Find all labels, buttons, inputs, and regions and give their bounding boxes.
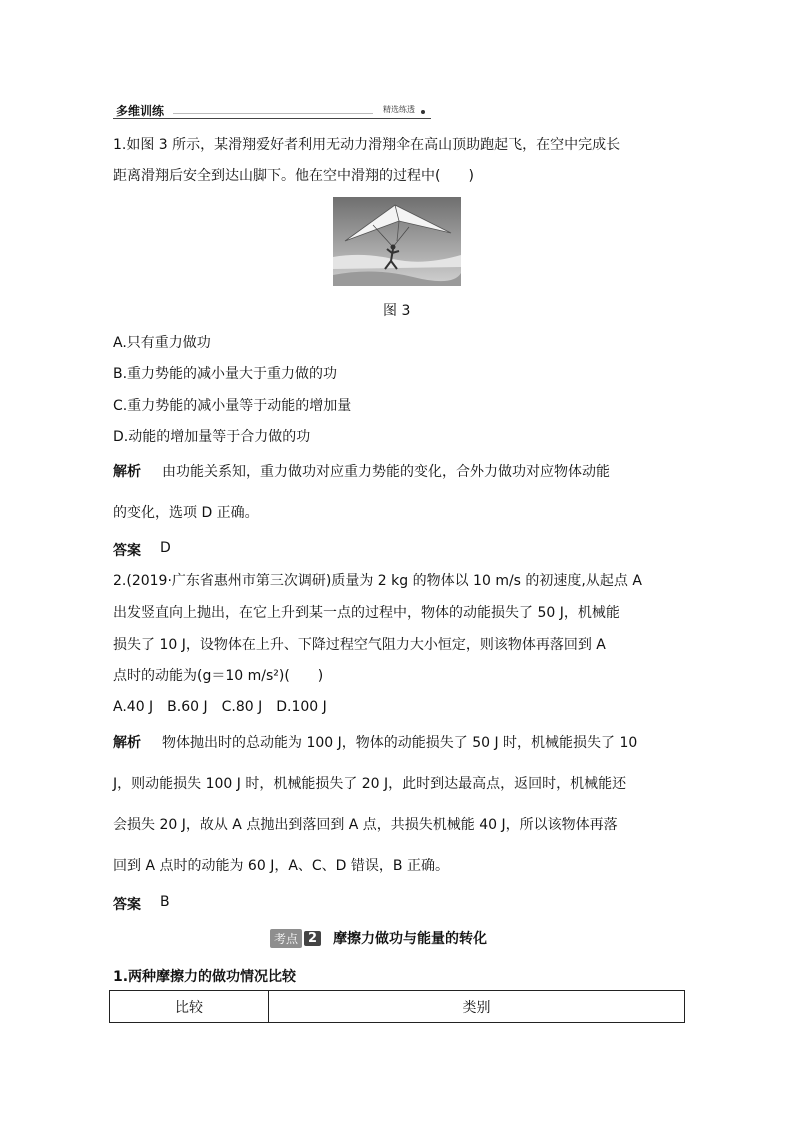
q2-analysis-line-1: 物体抛出时的总动能为 100 J，物体的动能损失了 50 J 时，机械能损失了 10 [162, 735, 638, 751]
q1-analysis-line-2: 的变化，选项 D 正确。 [113, 505, 259, 521]
q2-answer-label: 答案 [113, 897, 141, 913]
q1-option-d: D.动能的增加量等于合力做的功 [113, 429, 311, 445]
q2-line-1: 2.(2019·广东省惠州市第三次调研)质量为 2 kg 的物体以 10 m/s 的初速度,从起点 A [113, 573, 642, 589]
q1-line-2: 距离滑翔后安全到达山脚下。他在空中滑翔的过程中( ) [113, 168, 474, 184]
q1-option-a: A.只有重力做功 [113, 335, 211, 351]
q1-line-1: 1.如图 3 所示，某滑翔爱好者利用无动力滑翔伞在高山顶助跑起飞，在空中完成长 [113, 137, 621, 153]
q2-line-3: 损失了 10 J，设物体在上升、下降过程空气阻力大小恒定，则该物体再落回到 A [113, 637, 606, 653]
q1-answer-label: 答案 [113, 543, 141, 559]
q1-answer: D [160, 540, 171, 556]
header-dot [421, 110, 425, 114]
kaodian-number: 2 [304, 931, 321, 946]
section-title: 多维训练 [116, 104, 165, 118]
q1-option-c: C.重力势能的减小量等于动能的增加量 [113, 398, 352, 414]
comparison-table [109, 990, 685, 1023]
q1-analysis-line-1: 由功能关系知，重力做功对应重力势能的变化，合外力做功对应物体动能 [162, 464, 610, 480]
q1-analysis-label: 解析 [113, 464, 141, 480]
header-rule [113, 118, 431, 119]
header-decor-line [173, 113, 373, 114]
q2-analysis-line-2: J，则动能损失 100 J 时，机械能损失了 20 J，此时到达最高点，返回时，机械能还 [113, 776, 627, 792]
q2-analysis-line-4: 回到 A 点时的动能为 60 J，A、C、D 错误，B 正确。 [113, 858, 449, 874]
sub-heading: 1.两种摩擦力的做功情况比较 [113, 969, 297, 985]
section-subtitle: 精选练透 [383, 105, 415, 114]
q2-line-2: 出发竖直向上抛出，在它上升到某一点的过程中，物体的动能损失了 50 J，机械能 [113, 605, 620, 621]
q2-answer: B [160, 894, 170, 910]
kaodian-badge: 考点 [270, 929, 302, 948]
q2-options: A.40 J B.60 J C.80 J D.100 J [113, 699, 327, 715]
q2-analysis-label: 解析 [113, 735, 141, 751]
table-header-row [110, 991, 685, 1023]
table-header-category: 类别 [269, 991, 685, 1023]
q2-analysis-line-3: 会损失 20 J，故从 A 点抛出到落回到 A 点，共损失机械能 40 J，所以该物体再落 [113, 817, 618, 833]
section-header [113, 101, 443, 119]
figure-caption: 图 3 [383, 303, 411, 319]
q2-line-4: 点时的动能为(g＝10 m/s²)( ) [113, 668, 324, 684]
kaodian-heading [270, 928, 487, 948]
hang-glider-photo [333, 197, 461, 286]
kaodian-title: 摩擦力做功与能量的转化 [333, 931, 488, 947]
q1-option-b: B.重力势能的减小量大于重力做的功 [113, 366, 338, 382]
table-header-compare: 比较 [110, 991, 269, 1023]
